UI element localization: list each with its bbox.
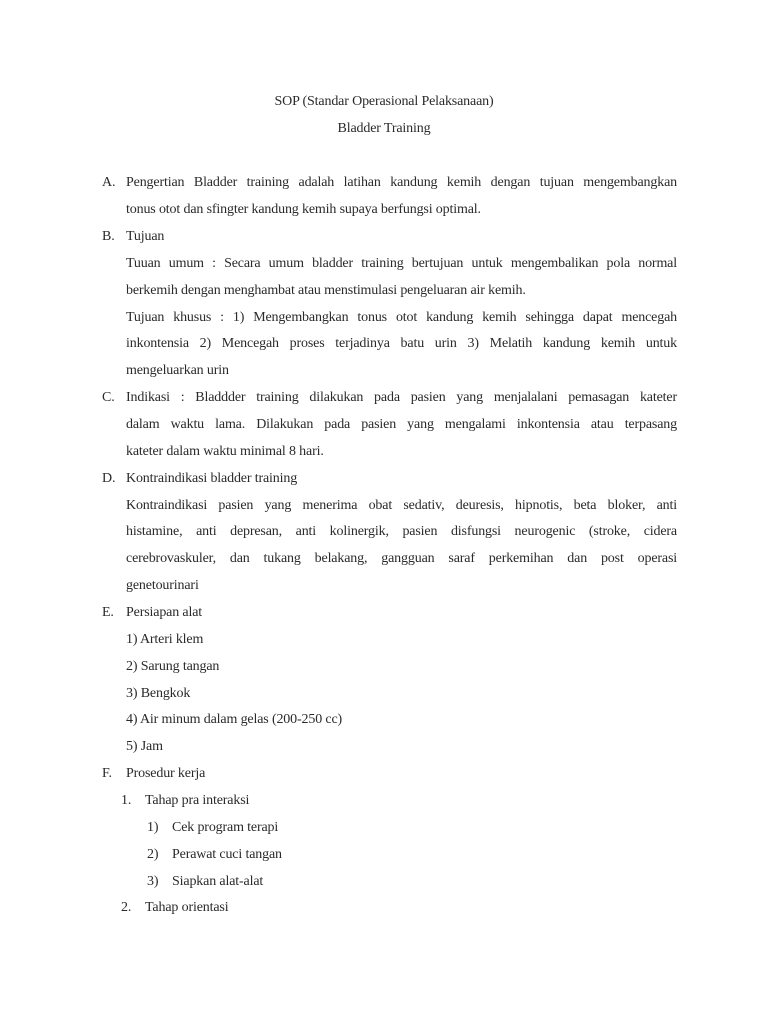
substep-label: Siapkan alat-alat xyxy=(172,874,264,889)
step-number: 2. xyxy=(121,900,132,915)
paragraph-line: Tujuan khusus : 1) Mengembangkan tonus otot kandung kemih sehingga dapat mencegah xyxy=(126,310,677,325)
substep-number: 2) xyxy=(147,847,159,862)
paragraph-line: inkontensia 2) Mencegah proses terjadinya batu urin 3) Melatih kandung kemih untuk xyxy=(126,336,677,351)
list-item: 4) Air minum dalam gelas (200-250 cc) xyxy=(126,712,343,727)
substep-label: Perawat cuci tangan xyxy=(172,847,282,862)
paragraph-line: cerebrovaskuler, dan tukang belakang, gangguan saraf perkemihan dan post operasi xyxy=(126,551,677,566)
substep-label: Cek program terapi xyxy=(172,820,279,835)
list-item: 5) Jam xyxy=(126,739,163,754)
section-letter: C. xyxy=(102,390,115,405)
paragraph-line: Indikasi : Bladdder training dilakukan pada pasien yang menjalalani pemasagan kateter xyxy=(126,390,677,405)
document-title: SOP (Standar Operasional Pelaksanaan) xyxy=(274,94,494,109)
substep-number: 1) xyxy=(147,820,159,835)
list-item: 1) Arteri klem xyxy=(126,632,204,647)
section-letter: A. xyxy=(102,175,116,190)
section-heading: Kontraindikasi bladder training xyxy=(126,471,298,486)
paragraph-line: histamine, anti depresan, anti kolinergik, pasien disfungsi neurogenic (stroke, cidera xyxy=(126,524,677,539)
section-letter: B. xyxy=(102,229,115,244)
paragraph-line: berkemih dengan menghambat atau menstimulasi pengeluaran air kemih. xyxy=(126,283,526,298)
substep-number: 3) xyxy=(147,874,159,889)
list-item: 3) Bengkok xyxy=(126,686,191,701)
section-letter: D. xyxy=(102,471,116,486)
step-label: Tahap orientasi xyxy=(145,900,229,915)
paragraph-line: tonus otot dan sfingter kandung kemih supaya berfungsi optimal. xyxy=(126,202,481,217)
section-letter: F. xyxy=(102,766,112,781)
paragraph-line: Pengertian Bladder training adalah latihan kandung kemih dengan tujuan mengembangkan xyxy=(126,175,677,190)
section-heading: Tujuan xyxy=(126,229,165,244)
step-label: Tahap pra interaksi xyxy=(145,793,250,808)
paragraph-line: genetourinari xyxy=(126,578,199,593)
section-letter: E. xyxy=(102,605,114,620)
paragraph-line: Tuuan umum : Secara umum bladder training bertujuan untuk mengembalikan pola normal xyxy=(126,256,677,271)
section-heading: Prosedur kerja xyxy=(126,766,206,781)
section-heading: Persiapan alat xyxy=(126,605,203,620)
paragraph-line: dalam waktu lama. Dilakukan pada pasien yang mengalami inkontensia atau terpasang xyxy=(126,417,677,432)
paragraph-line: Kontraindikasi pasien yang menerima obat sedativ, deuresis, hipnotis, beta bloker, anti xyxy=(126,498,677,513)
paragraph-line: mengeluarkan urin xyxy=(126,363,229,378)
step-number: 1. xyxy=(121,793,132,808)
list-item: 2) Sarung tangan xyxy=(126,659,220,674)
paragraph-line: kateter dalam waktu minimal 8 hari. xyxy=(126,444,324,459)
document-subtitle: Bladder Training xyxy=(337,121,431,136)
